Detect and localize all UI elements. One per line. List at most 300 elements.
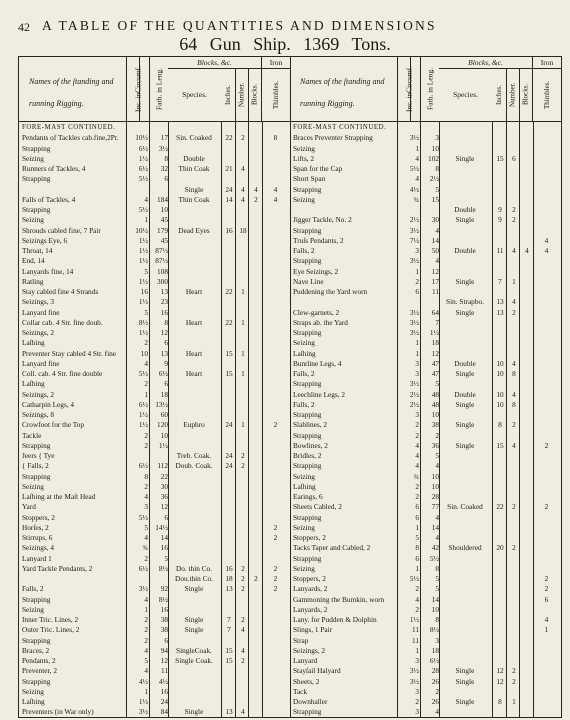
row-fath: 102 <box>428 153 439 163</box>
row-fath: 6 <box>164 635 168 645</box>
row-inches: 15 <box>225 656 233 665</box>
row-inc: 5½ <box>409 164 419 173</box>
row-fath: 12 <box>160 502 168 512</box>
row-fath: 5 <box>435 379 439 389</box>
row-fath: 112 <box>157 461 168 471</box>
row-inc: 1½ <box>138 697 148 706</box>
row-fath: 23 <box>160 297 168 307</box>
row-thimbles: 2 <box>273 574 278 583</box>
row-thimbles: 2 <box>544 440 549 450</box>
row-fath: 26 <box>431 676 439 686</box>
row-name: Strapping <box>22 594 51 604</box>
row-name: Sheets Cabled, 2 <box>293 502 342 512</box>
row-species: Sin. Strapbo. <box>446 297 484 307</box>
row-number: 4 <box>241 625 245 635</box>
row-name: Seizing <box>22 686 44 696</box>
row-inches: 14 <box>225 194 233 204</box>
row-inc: 2 <box>144 625 148 635</box>
row-thimbles: 2 <box>273 522 278 532</box>
row-fath: 8½ <box>158 594 168 604</box>
row-inches: 10 <box>496 369 504 378</box>
row-inc: 2½ <box>409 389 419 399</box>
row-fath: 5 <box>164 553 168 563</box>
row-number: 4 <box>241 194 245 204</box>
row-inc: 4 <box>415 174 419 184</box>
row-inc: 2 <box>415 430 419 440</box>
header-blocks-group <box>439 57 533 121</box>
row-number: 4 <box>241 184 245 194</box>
header-fath: Fath. in Leng. <box>420 57 439 121</box>
row-fath: 1½ <box>429 328 439 337</box>
row-fath: 24 <box>160 697 168 706</box>
row-name: Stoppers, 2 <box>293 533 326 542</box>
row-inc: 3½ <box>409 225 419 235</box>
row-name: End, 14 <box>22 256 45 266</box>
header-iron-group <box>533 57 561 121</box>
header-number: Number. <box>235 68 249 121</box>
row-name: Strapping <box>293 328 322 337</box>
row-blocks: 2 <box>254 574 258 583</box>
row-number: 1 <box>241 420 245 430</box>
row-fath: 184 <box>157 194 168 204</box>
row-inc: 2½ <box>409 215 419 225</box>
row-fath: 6 <box>164 379 168 389</box>
row-fath: 1½ <box>158 440 168 450</box>
row-blocks: 4 <box>525 246 529 255</box>
row-inc: 4 <box>144 358 148 368</box>
row-name: Bridles, 2 <box>293 451 322 460</box>
row-inc: 11 <box>411 625 419 635</box>
row-fath: 84 <box>160 707 168 717</box>
row-fath: 12 <box>431 266 439 276</box>
row-species: Single <box>184 707 204 717</box>
row-name: Strapping <box>293 225 322 235</box>
row-inc: 5 <box>144 307 148 317</box>
row-fath: 38 <box>160 625 168 635</box>
row-species: Single <box>455 440 475 450</box>
row-inc: 2 <box>415 492 419 501</box>
row-name: Jeers { Tye <box>22 451 55 460</box>
row-inc: 3½ <box>138 584 148 594</box>
header-names: Names of the ſtanding and running Rigging. <box>19 57 140 121</box>
row-name: Seizings, 8 <box>22 410 55 419</box>
row-name: Stoppers, 2 <box>293 574 326 583</box>
table-header <box>290 57 561 122</box>
row-name: Leechline Legs, 2 <box>293 389 346 399</box>
row-thimbles: 4 <box>544 235 549 245</box>
row-fath: 8 <box>164 317 168 327</box>
row-fath: 8 <box>435 164 439 173</box>
row-fath: 13 <box>160 287 168 296</box>
row-species: Single <box>455 676 475 686</box>
row-inc: 2 <box>144 481 148 491</box>
row-inc: 2 <box>415 604 419 614</box>
row-name: Span for the Cap <box>293 164 343 173</box>
row-species: Single <box>184 625 204 635</box>
row-name: Sheets, 2 <box>293 676 320 686</box>
row-inc: 4 <box>144 645 148 655</box>
row-fath: 14 <box>431 594 439 604</box>
row-fath: 14½ <box>155 522 168 532</box>
row-species: Treb. Coak. <box>176 451 212 460</box>
row-name: Laſhing <box>22 697 45 706</box>
row-fath: 10 <box>160 205 168 214</box>
row-number: 8 <box>512 399 516 409</box>
row-name: Strapping <box>293 430 322 440</box>
row-fath: 42 <box>431 543 439 553</box>
row-inc: 4 <box>415 440 419 450</box>
row-name: Strapping <box>293 379 322 389</box>
row-fath: 36 <box>160 492 168 501</box>
row-inc: 6 <box>415 502 419 512</box>
row-number: 2 <box>241 461 245 471</box>
header-inc: Inc. inCircumf. <box>126 57 149 121</box>
row-inc: 1 <box>144 604 148 614</box>
row-inches: 13 <box>225 707 233 717</box>
row-species: Single <box>455 399 475 409</box>
row-fath: 38 <box>160 615 168 624</box>
table-right-half <box>290 57 561 717</box>
row-number: 2 <box>512 666 516 676</box>
row-thimbles: 6 <box>544 594 549 604</box>
row-fath: 120 <box>157 420 168 430</box>
row-species: Sin. Coaked <box>447 502 483 512</box>
subtitle: 64 Gun Ship. 1369 Tons. <box>179 34 391 54</box>
row-fath: 18 <box>160 389 168 399</box>
row-number: 2 <box>512 307 516 317</box>
row-species: Double <box>454 246 476 255</box>
row-name: Pendants, 2 <box>22 656 56 665</box>
header-iron-group <box>262 57 290 121</box>
row-fath: 7 <box>435 317 439 327</box>
header-inches: Inches. <box>492 68 507 121</box>
row-name: Strapping <box>22 471 51 481</box>
row-inc: 8½ <box>138 317 148 327</box>
row-fath: 18 <box>431 338 439 348</box>
row-inc: 2 <box>144 430 148 440</box>
row-fath: 22 <box>160 471 168 481</box>
row-number: 2 <box>512 420 516 430</box>
row-inches: 24 <box>225 420 233 430</box>
row-inches: 18 <box>225 574 233 583</box>
row-fath: 47 <box>431 369 439 378</box>
row-thimbles: 4 <box>544 246 549 255</box>
row-inc: 5 <box>415 533 419 542</box>
row-name: Strapping <box>293 553 322 563</box>
row-species: Do. thin Co. <box>175 563 213 573</box>
row-species: Single <box>455 369 475 378</box>
row-inc: 3 <box>415 246 419 255</box>
row-inc: 1 <box>144 686 148 696</box>
row-species: Double <box>183 153 205 163</box>
header-blocks-col: Blocks. <box>519 68 533 121</box>
row-species: Double <box>454 389 476 399</box>
row-fath: 14 <box>160 533 168 542</box>
row-fath: 45 <box>160 215 168 225</box>
row-inc: 1½ <box>138 297 148 307</box>
row-name: Crowfoot for the Top <box>22 420 84 430</box>
row-thimbles: 2 <box>544 574 549 583</box>
row-inches: 20 <box>496 543 504 553</box>
row-inches: 8 <box>498 697 502 706</box>
row-species: Double <box>454 205 476 214</box>
row-number: 8 <box>512 369 516 378</box>
row-inches: 7 <box>227 615 231 624</box>
row-number: 4 <box>512 358 516 368</box>
row-inc: 2 <box>144 553 148 563</box>
row-number: 2 <box>241 133 245 143</box>
row-name: Seizing <box>22 215 44 225</box>
row-fath: 8½ <box>429 625 439 635</box>
row-species: Single <box>455 697 475 706</box>
row-inc: 5 <box>144 656 148 665</box>
row-inc: 4 <box>144 533 148 542</box>
row-name: Truſs Pendants, 2 <box>293 235 344 245</box>
row-name: Runners of Tackles, 4 <box>22 164 86 173</box>
row-name: Falls, 2 <box>293 369 315 378</box>
row-inc: 1½ <box>138 276 148 286</box>
row-number: 2 <box>241 451 245 460</box>
row-name: Seizing <box>293 338 315 348</box>
row-number: 4 <box>512 389 516 399</box>
table-row <box>290 706 561 717</box>
row-inc: 2 <box>415 276 419 286</box>
row-fath: 94 <box>160 645 168 655</box>
row-name: Laſhing <box>22 379 45 389</box>
row-inches: 16 <box>225 563 233 573</box>
row-number: 1 <box>241 317 245 327</box>
row-species: Heart <box>185 348 203 358</box>
header-blocks: Blocks, &c. <box>439 57 532 69</box>
row-inc: 5½ <box>138 512 148 522</box>
row-name: Seizing <box>22 153 44 163</box>
row-name: Inner Tric. Lines, 2 <box>22 615 79 624</box>
row-inches: 10 <box>496 399 504 409</box>
row-number: 1 <box>241 287 245 296</box>
row-inc: 4 <box>415 451 419 460</box>
row-fath: 6 <box>164 512 168 522</box>
row-inc: 2 <box>415 420 419 430</box>
row-inc: ¾ <box>413 194 419 204</box>
row-inc: 3½ <box>409 666 419 676</box>
row-fath: 87½ <box>155 256 168 266</box>
row-fath: 17 <box>160 133 168 143</box>
row-species: Single <box>455 153 475 163</box>
row-name: Downhaller <box>293 697 328 706</box>
row-name: Laſhing <box>293 348 316 358</box>
row-fath: 6 <box>164 174 168 184</box>
row-inches: 15 <box>225 645 233 655</box>
row-inches: 12 <box>496 676 504 686</box>
row-species: Single <box>455 666 475 676</box>
row-inc: 4 <box>144 492 148 501</box>
row-name: Throat, 14 <box>22 246 53 255</box>
row-inc: 3 <box>415 656 419 665</box>
row-name: Lanyards, 2 <box>293 584 328 594</box>
row-number: 2 <box>512 502 516 512</box>
row-number: 2 <box>512 205 516 214</box>
row-inches: 22 <box>496 502 504 512</box>
row-name: Catharpin Legs, 4 <box>22 399 75 409</box>
header-blocks-group <box>168 57 262 121</box>
row-fath: 4 <box>435 225 439 235</box>
row-name: Lanyards, 2 <box>293 604 328 614</box>
row-inc: 1 <box>415 266 419 276</box>
row-name: Horſes, 2 <box>22 522 49 532</box>
row-name: Strapping <box>293 256 322 266</box>
row-inches: 13 <box>225 584 233 594</box>
row-name: Stayſail Halyard <box>293 666 341 676</box>
row-inches: 11 <box>496 246 504 255</box>
row-inc: ¾ <box>142 543 148 553</box>
row-inc: 3½ <box>409 317 419 327</box>
row-inches: 10 <box>496 358 504 368</box>
row-fath: 8 <box>435 615 439 624</box>
row-fath: 12 <box>160 328 168 337</box>
row-name: Coll. cab. 4 Str. fine double <box>22 369 103 378</box>
header-thimbles: Thimbles. <box>543 80 551 109</box>
row-species: Doub. Coak. <box>175 461 213 471</box>
row-name: Falls, 2 <box>22 584 44 594</box>
row-inc: 8 <box>415 543 419 553</box>
row-inc: 2 <box>144 635 148 645</box>
row-number: 4 <box>241 645 245 655</box>
row-inc: 1 <box>415 522 419 532</box>
row-number: 4 <box>241 707 245 717</box>
row-name: Jigger Tackle, No. 2 <box>293 215 352 225</box>
row-inc: 3 <box>415 358 419 368</box>
row-inc: 1½ <box>138 256 148 266</box>
row-species: Heart <box>185 317 203 327</box>
row-inc: 3½ <box>409 256 419 266</box>
row-name: { Falls, 2 <box>22 461 49 471</box>
page-number: 42 <box>18 20 30 34</box>
row-fath: 4 <box>435 461 439 471</box>
row-fath: 10 <box>431 604 439 614</box>
row-number: 1 <box>512 276 516 286</box>
row-species: Single <box>455 215 475 225</box>
row-name: Seizing <box>293 563 315 573</box>
row-species: Thin Coak <box>178 164 210 173</box>
row-inc: 8 <box>144 471 148 481</box>
row-fath: 5 <box>435 184 439 194</box>
row-fath: 16 <box>160 307 168 317</box>
row-inc: 1½ <box>409 615 419 624</box>
row-inc: 6½ <box>138 461 148 471</box>
row-inc: 6 <box>415 287 419 296</box>
row-inc: 1 <box>415 563 419 573</box>
row-inches: 22 <box>225 133 233 143</box>
row-inc: 5 <box>144 522 148 532</box>
row-inches: 9 <box>498 215 502 225</box>
row-species: Euphro <box>183 420 205 430</box>
row-fath: 2½ <box>429 174 439 184</box>
row-name: Tack <box>293 686 308 696</box>
row-inches: 7 <box>498 276 502 286</box>
row-inc: 10½ <box>135 225 148 235</box>
row-fath: 9 <box>164 358 168 368</box>
row-inches: 10 <box>496 389 504 399</box>
row-name: Stirrups, 6 <box>22 533 53 542</box>
row-species: Single <box>184 184 204 194</box>
row-blocks: 4 <box>254 184 258 194</box>
row-fath: 16 <box>160 543 168 553</box>
row-number: 1 <box>512 697 516 706</box>
header-iron: Iron <box>533 57 561 69</box>
row-species: Dou.thin Co. <box>175 574 213 583</box>
row-name: Strapping <box>22 205 51 214</box>
row-number: 2 <box>512 543 516 553</box>
row-name: Earings, 6 <box>293 492 323 501</box>
row-fath: 30 <box>160 481 168 491</box>
row-fath: 179 <box>157 225 168 235</box>
row-name: Strapping <box>22 635 51 645</box>
row-name: Lanyard fine <box>22 307 60 317</box>
row-inc: 2 <box>144 440 148 450</box>
row-species: Single <box>184 615 204 624</box>
header-thimbles: Thimbles. <box>272 80 280 109</box>
row-name: Seizings, 2 <box>22 389 55 399</box>
header-iron: Iron <box>262 57 290 69</box>
row-inc: 3½ <box>138 707 148 717</box>
row-name: Seizing <box>293 143 315 153</box>
row-fath: 16 <box>160 686 168 696</box>
row-name: Falls, 2 <box>293 399 315 409</box>
row-inc: 4 <box>415 153 419 163</box>
row-inc: 2 <box>415 584 419 594</box>
table-left-half <box>19 57 291 717</box>
row-name: Seizing <box>22 481 44 491</box>
row-inc: 1½ <box>138 235 148 245</box>
header-number: Number. <box>506 68 520 121</box>
row-name: Nave Line <box>293 276 324 286</box>
row-inc: 3 <box>415 410 419 419</box>
row-name: Lanyards fine, 14 <box>22 266 74 276</box>
row-thimbles: 4 <box>273 194 278 204</box>
row-name: Buntline Legs, 4 <box>293 358 342 368</box>
row-inc: 4 <box>415 594 419 604</box>
row-name: Strapping <box>293 410 322 419</box>
header-species: Species. <box>182 90 207 99</box>
row-blocks: 2 <box>254 194 258 204</box>
row-inches: 13 <box>496 297 504 307</box>
header-blocks: Blocks, &c. <box>168 57 261 69</box>
row-inches: 22 <box>225 317 233 327</box>
row-inc: 10½ <box>135 133 148 143</box>
row-inc: 3½ <box>409 133 419 143</box>
header-inches: Inches. <box>221 68 236 121</box>
row-name: Clew-garnets, 2 <box>293 307 340 317</box>
row-fath: 2 <box>435 686 439 696</box>
row-fath: 5½ <box>429 553 439 563</box>
row-inc: 1 <box>144 215 148 225</box>
row-name: Strapping <box>22 440 51 450</box>
row-inc: 5½ <box>409 574 419 583</box>
row-number: 2 <box>512 676 516 686</box>
row-inches: 15 <box>225 348 233 358</box>
row-inches: 15 <box>496 153 504 163</box>
row-fath: 48 <box>431 389 439 399</box>
row-number: 4 <box>512 297 516 307</box>
row-name: Seizings Eye, 6 <box>22 235 68 245</box>
row-name: Strapping <box>22 174 51 184</box>
row-name: Preventers (in War only) <box>22 707 94 717</box>
rigging-table <box>18 56 562 718</box>
row-inches: 24 <box>225 461 233 471</box>
row-fath: 11 <box>431 287 439 296</box>
row-name: Preventer, 2 <box>22 666 57 676</box>
row-fath: 2 <box>435 430 439 440</box>
